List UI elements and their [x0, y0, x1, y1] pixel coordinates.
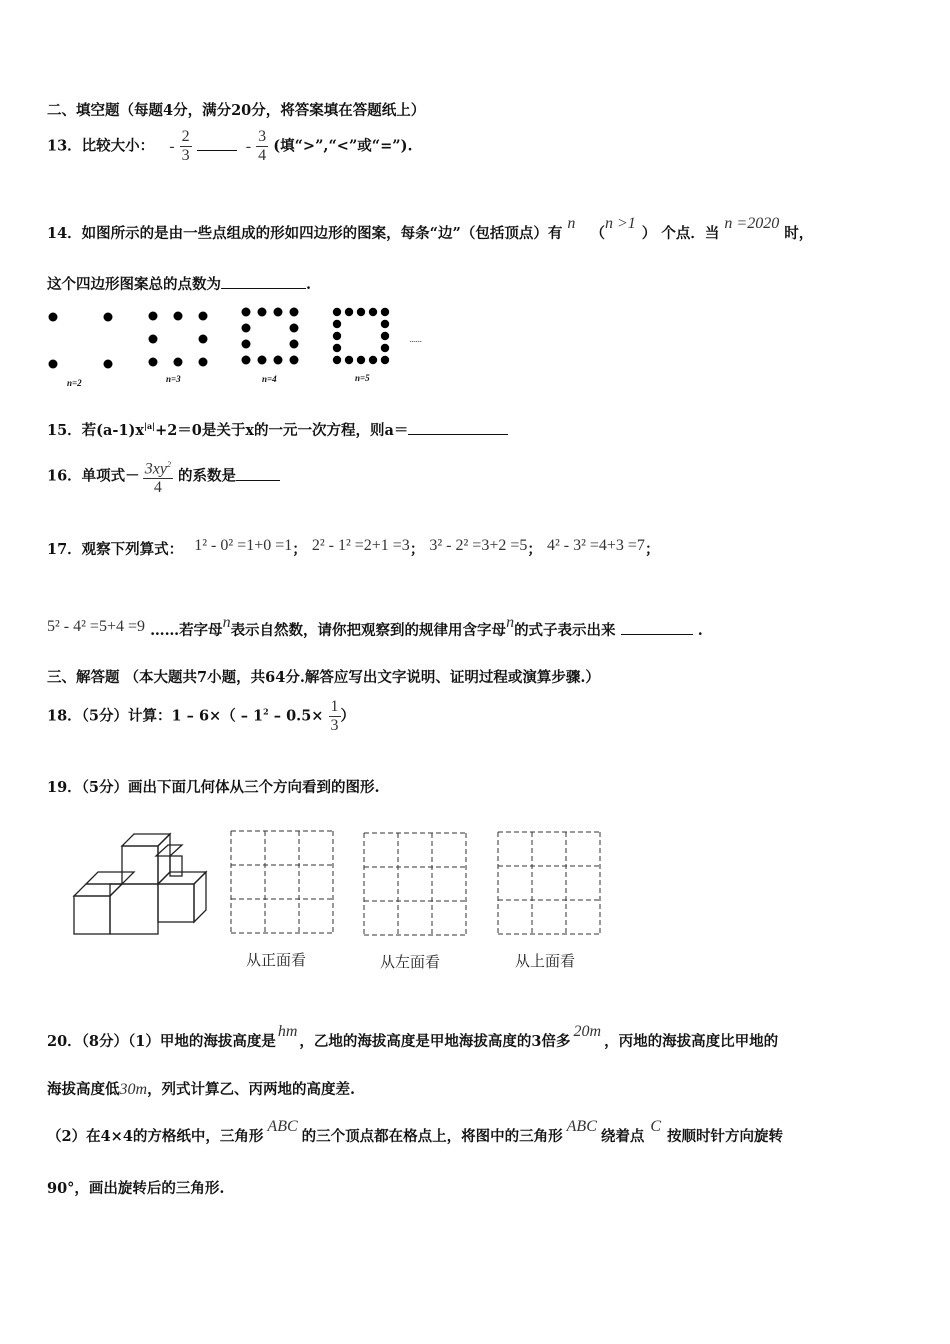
q14-text: 14．如图所示的是由一些点组成的形如四边形的图案，每条“边”（包括顶点）有: [47, 225, 563, 242]
q17-text: ……若字母: [150, 622, 223, 639]
question-16: [47, 456, 280, 497]
caption-front-view: 从正面看: [246, 953, 307, 969]
question-13: [47, 128, 413, 165]
question-14-line1: [47, 215, 814, 244]
grid-left-view[interactable]: [363, 832, 467, 936]
dot-pattern-figure: [40, 303, 440, 393]
answer-blank[interactable]: [408, 420, 508, 435]
q18-text: ）: [340, 707, 356, 725]
fraction-1-3: $\frac{1}{3}$: [330, 698, 339, 734]
caption-top-view: 从上面看: [515, 954, 576, 970]
q20-text: 海拔高度低: [47, 1081, 120, 1098]
q20-text: ，列式计算乙、丙两地的高度差.: [147, 1081, 356, 1098]
answer-blank[interactable]: [621, 620, 693, 635]
separator: ；: [527, 541, 542, 558]
question-15: [47, 416, 508, 441]
question-17-line2: [47, 614, 703, 641]
q17-text: 的式子表示出来: [514, 622, 616, 639]
question-20-line2: [47, 1080, 355, 1100]
condition-n-gt-1: n >1: [604, 215, 636, 232]
grid-front-view[interactable]: [230, 830, 334, 934]
minus-sign: -: [245, 137, 252, 155]
answer-blank[interactable]: [221, 274, 306, 289]
dot: [49, 360, 58, 369]
q20-text: 按顺时针方向旋转: [667, 1128, 784, 1145]
q13-prefix: 13．比较大小：: [47, 137, 155, 155]
condition-n-2020: n =2020: [724, 215, 780, 232]
ellipsis: ……: [410, 338, 422, 344]
period: .: [697, 622, 703, 639]
fraction-2-3: $\frac{2}{3}$: [181, 128, 190, 164]
section-title: 二、填空题（每题4分，满分20分，将答案填在答题纸上）: [47, 102, 426, 119]
q18-text: – 0.5×: [268, 707, 324, 725]
fraction-3-4: $\frac{3}{4}$: [258, 128, 267, 164]
answer-blank[interactable]: [197, 136, 237, 151]
q20-text: （2）在4×4的方格纸中，三角形: [47, 1128, 264, 1145]
q20-text: 的三个顶点都在格点上，将图中的三角形: [301, 1128, 563, 1145]
var-hm: hm: [277, 1023, 298, 1040]
section-title: 三、解答题 （本大题共7小题，共64分.解答应写出文字说明、证明过程或演算步骤.）: [47, 669, 600, 686]
var-n: n: [506, 614, 515, 631]
separator: ；: [644, 541, 660, 558]
monomial-fraction: $\frac{3xy^2}{4}$: [143, 456, 173, 497]
label-n4: n=4: [262, 374, 277, 384]
label-n2: n=2: [67, 378, 82, 388]
var-n: n: [567, 215, 576, 232]
equation-2: 2² - 1² =2+1 =3: [311, 537, 410, 554]
dot: [49, 313, 58, 322]
q14-text: 时，: [784, 225, 814, 242]
dot: [104, 360, 113, 369]
question-14-line2: [47, 274, 311, 295]
equation-3: 3² - 2² =3+2 =5: [429, 537, 528, 554]
q15-text: 15．若(a-1)x: [47, 421, 145, 439]
triangle-abc: ABC: [566, 1118, 597, 1135]
point-c: C: [650, 1118, 662, 1135]
q15-text: +2＝0是关于x的一元一次方程，则a＝: [155, 421, 409, 439]
label-n3: n=3: [166, 374, 181, 384]
q20-text: 绕着点: [600, 1128, 645, 1145]
q14-text: 个点．当: [661, 225, 720, 242]
value-30m: 30m: [119, 1081, 148, 1098]
exponent: 2: [263, 706, 269, 717]
equation-1: 1² - 0² =1+0 =1: [194, 537, 293, 554]
minus-sign: -: [169, 137, 175, 155]
q20-text: ，丙地的海拔高度比甲地的: [604, 1033, 779, 1050]
q16-prefix: 16．单项式－: [47, 467, 140, 485]
dot: [104, 313, 113, 322]
equation-5: 5² - 4² =5+4 =9: [47, 618, 145, 635]
caption-left-view: 从左面看: [380, 955, 441, 971]
question-18: [47, 698, 355, 735]
question-20-line3: [47, 1118, 784, 1147]
q13-suffix: (填“>”,“<”或“=”).: [273, 137, 413, 155]
paren: ）: [641, 225, 657, 242]
value-20m: 20m: [573, 1023, 602, 1040]
q17-text: 表示自然数，请你把观察到的规律用含字母: [230, 622, 507, 639]
q16-suffix: 的系数是: [178, 467, 237, 485]
label-n5: n=5: [355, 373, 370, 383]
triangle-abc: ABC: [267, 1118, 298, 1135]
q18-text: 18．（5分）计算：1 – 6×（ – 1: [47, 707, 264, 725]
separator: ；: [409, 541, 425, 558]
question-19: 19．（5分）画出下面几何体从三个方向看到的图形.: [47, 779, 380, 796]
abs-a-exponent: |a|: [144, 421, 156, 431]
q20-text: 20．（8分）（1）甲地的海拔高度是: [47, 1033, 276, 1050]
q20-text: ，乙地的海拔高度是甲地海拔高度的3倍多: [299, 1033, 571, 1050]
separator: ；: [292, 541, 307, 558]
grid-top-view[interactable]: [497, 831, 601, 935]
answer-blank[interactable]: [236, 466, 280, 481]
equation-4: 4² - 3² =4+3 =7: [546, 537, 645, 554]
var-n: n: [222, 614, 231, 631]
q14-text: 这个四边形图案总的点数为: [47, 276, 221, 293]
question-20-line1: [47, 1023, 779, 1052]
question-17-line1: [47, 537, 660, 560]
paren: （: [590, 225, 605, 242]
period: .: [306, 276, 312, 293]
q17-prefix: 17．观察下列算式：: [47, 541, 184, 558]
question-20-line4: 90°，画出旋转后的三角形.: [47, 1180, 225, 1197]
cube-solid-figure: [70, 828, 220, 943]
